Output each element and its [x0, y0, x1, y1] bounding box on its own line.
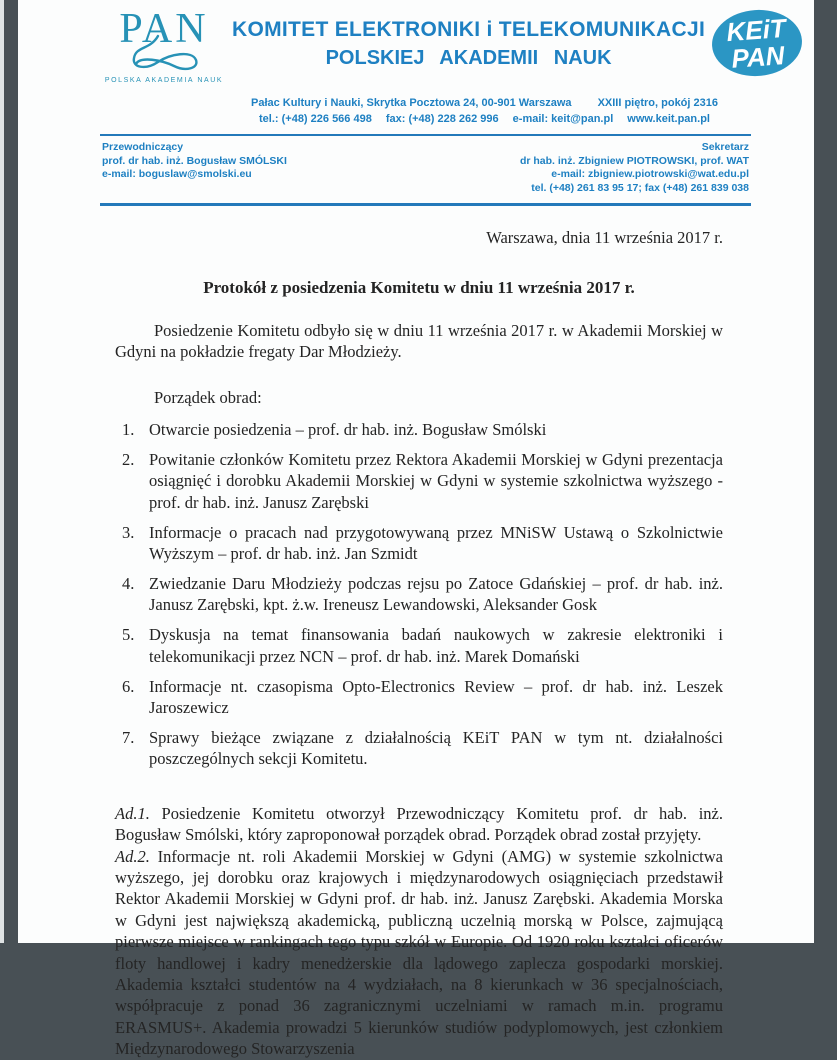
org-title-line2: POLSKIEJ AKADEMII NAUK	[325, 47, 612, 69]
scan-edge-highlight	[0, 0, 4, 943]
section-text: Posiedzenie Komitetu otworzył Przewodniczący Komitetu prof. dr hab. inż. Bogusław Smólski, który zaproponował porządek obrad. Porządek obrad został przyjęty.	[115, 803, 723, 845]
document-body	[115, 227, 723, 1060]
agenda-item-number: 1.	[122, 420, 135, 440]
agenda-item-number: 6.	[122, 676, 135, 696]
address-fax: fax: (+48) 228 262 996	[385, 113, 499, 125]
agenda-item-text: Sprawy bieżące związane z działalnością KEiT PAN w tym nt. działalności poszczególnych sekcji Komitetu.	[149, 727, 723, 769]
agenda-item	[115, 419, 723, 440]
agenda-item-text: Dyskusja na temat finansowania badań naukowych w zakresie elektroniki i telekomunikacji przez NCN – prof. dr hab. inż. Marek Domański	[149, 625, 723, 666]
intro-paragraph: Posiedzenie Komitetu odbyło się w dniu 11 września 2017 r. w Akademii Morskiej w Gdyni na pokładzie fregaty Dar Młodzieży.	[115, 320, 723, 362]
org-title	[232, 6, 705, 70]
svg-text:KEiT: KEiT	[725, 13, 787, 48]
address-line1	[218, 95, 751, 111]
agenda-item-number: 7.	[122, 727, 135, 747]
letterhead	[100, 6, 787, 206]
chairman-role: Przewodniczący	[102, 141, 184, 153]
section-label: Ad.2.	[115, 846, 150, 866]
chairman-block	[102, 141, 287, 195]
agenda-item	[115, 676, 723, 719]
document-title: Protokół z posiedzenia Komitetu w dniu 11 września 2017 r.	[203, 278, 635, 298]
secretary-name: dr hab. inż. Zbigniew PIOTROWSKI, prof. WAT	[519, 154, 749, 167]
address-tel: tel.: (+48) 226 566 498	[259, 113, 372, 125]
secretary-role: Sekretarz	[701, 141, 749, 153]
agenda-item-text: Informacje nt. czasopisma Opto-Electronics Review – prof. dr hab. inż. Leszek Jaroszewicz	[149, 676, 723, 717]
svg-text:PAN: PAN	[730, 40, 786, 74]
agenda-item	[115, 573, 723, 616]
pan-logo-icon	[100, 6, 232, 86]
agenda-item	[115, 727, 723, 770]
dateline: Warszawa, dnia 11 września 2017 r.	[486, 228, 723, 247]
agenda-item	[115, 449, 723, 513]
agenda-item	[115, 624, 723, 667]
agenda-item-number: 4.	[122, 573, 135, 593]
agenda-item-number: 3.	[122, 522, 135, 542]
agenda-item-number: 5.	[122, 625, 135, 645]
minutes-section	[115, 803, 723, 846]
svg-text:PAN: PAN	[119, 6, 209, 52]
agenda-heading: Porządek obrad:	[154, 387, 262, 407]
keit-logo	[705, 6, 805, 85]
pan-logo-caption: POLSKA AKADEMIA NAUK	[104, 77, 224, 84]
chairman-email: e-mail: boguslaw@smolski.eu	[102, 168, 252, 180]
letterhead-address	[100, 95, 751, 127]
chairman-name: prof. dr hab. inż. Bogusław SMÓLSKI	[102, 154, 287, 167]
keit-logo-icon	[709, 6, 805, 80]
agenda-item-text: Zwiedzanie Daru Młodzieży podczas rejsu po Zatoce Gdańskiej – prof. dr hab. inż. Janusz Zarębski, kpt. ż.w. Ireneusz Lewandowski, Aleksander Gosk	[149, 573, 723, 615]
agenda-item	[115, 522, 723, 565]
section-label: Ad.1.	[115, 803, 150, 823]
address-room: XXIII piętro, pokój 2316	[597, 97, 718, 109]
agenda-item-text: Informacje o pracach nad przygotowywaną przez MNiSW Ustawą o Szkolnictwie Wyższym – prof. dr hab. inż. Jan Szmidt	[149, 522, 723, 564]
agenda-item-text: Powitanie członków Komitetu przez Rektora Akademii Morskiej w Gdyni prezentacja osiągnięć i dorobku Akademii Morskiej w Gdyni w systemie szkolnictwa wyższego - prof. dr hab. inż. Janusz Zarębski	[149, 449, 723, 512]
address-line2	[218, 111, 751, 127]
secretary-phone: tel. (+48) 261 83 95 17; fax (+48) 261 839 038	[531, 181, 749, 194]
pan-logo	[100, 6, 232, 91]
section-text: Informacje nt. roli Akademii Morskiej w Gdyni (AMG) w systemie szkolnictwa wyższego, jej dorobku oraz krajowych i międzynarodowych osiągnięciach przedstawił Rektor Akademii Morskiej w Gdyni prof. dr hab. inż. Janusz Zarębski. Akademia Morska w Gdyni jest największą akademicką, publiczną uczelnią morską w Polsce, zajmującą pierwsze miejsce w rankingach tego typu szkół w Europie. Od 1920 roku kształci oficerów floty handlowej i kadry menedżerskie dla lądowego zaplecza gospodarki morskiej. Akademia kształci studentów na 4 wydziałach, na 8 kierunkach w 36 specjalnościach, współpracuje z ponad 36 zagranicznymi uczelniami w ramach m.in. programu ERASMUS+. Akademia prowadzi 5 kierunków studiów podyplomowych, jest członkiem Międzynarodowego Stowarzyszenia	[115, 846, 724, 1059]
org-title-line1: KOMITET ELEKTRONIKI i TELEKOMUNIKACJI	[232, 18, 706, 41]
contact-block	[100, 134, 751, 206]
agenda-item-number: 2.	[122, 449, 135, 469]
document-page	[18, 0, 814, 1059]
agenda-list	[115, 419, 723, 770]
minutes-sections	[115, 803, 723, 1060]
agenda-item-text: Otwarcie posiedzenia – prof. dr hab. inż. Bogusław Smólski	[149, 420, 547, 440]
address-email: e-mail: keit@pan.pl	[512, 113, 614, 125]
letterhead-top-row	[100, 6, 787, 91]
secretary-block	[520, 141, 749, 195]
address-street: Pałac Kultury i Nauki, Skrytka Pocztowa 24, 00-901 Warszawa	[250, 97, 572, 109]
secretary-email: e-mail: zbigniew.piotrowski@wat.edu.pl	[551, 168, 749, 180]
address-www: www.keit.pan.pl	[627, 113, 710, 125]
minutes-section	[115, 846, 723, 1060]
